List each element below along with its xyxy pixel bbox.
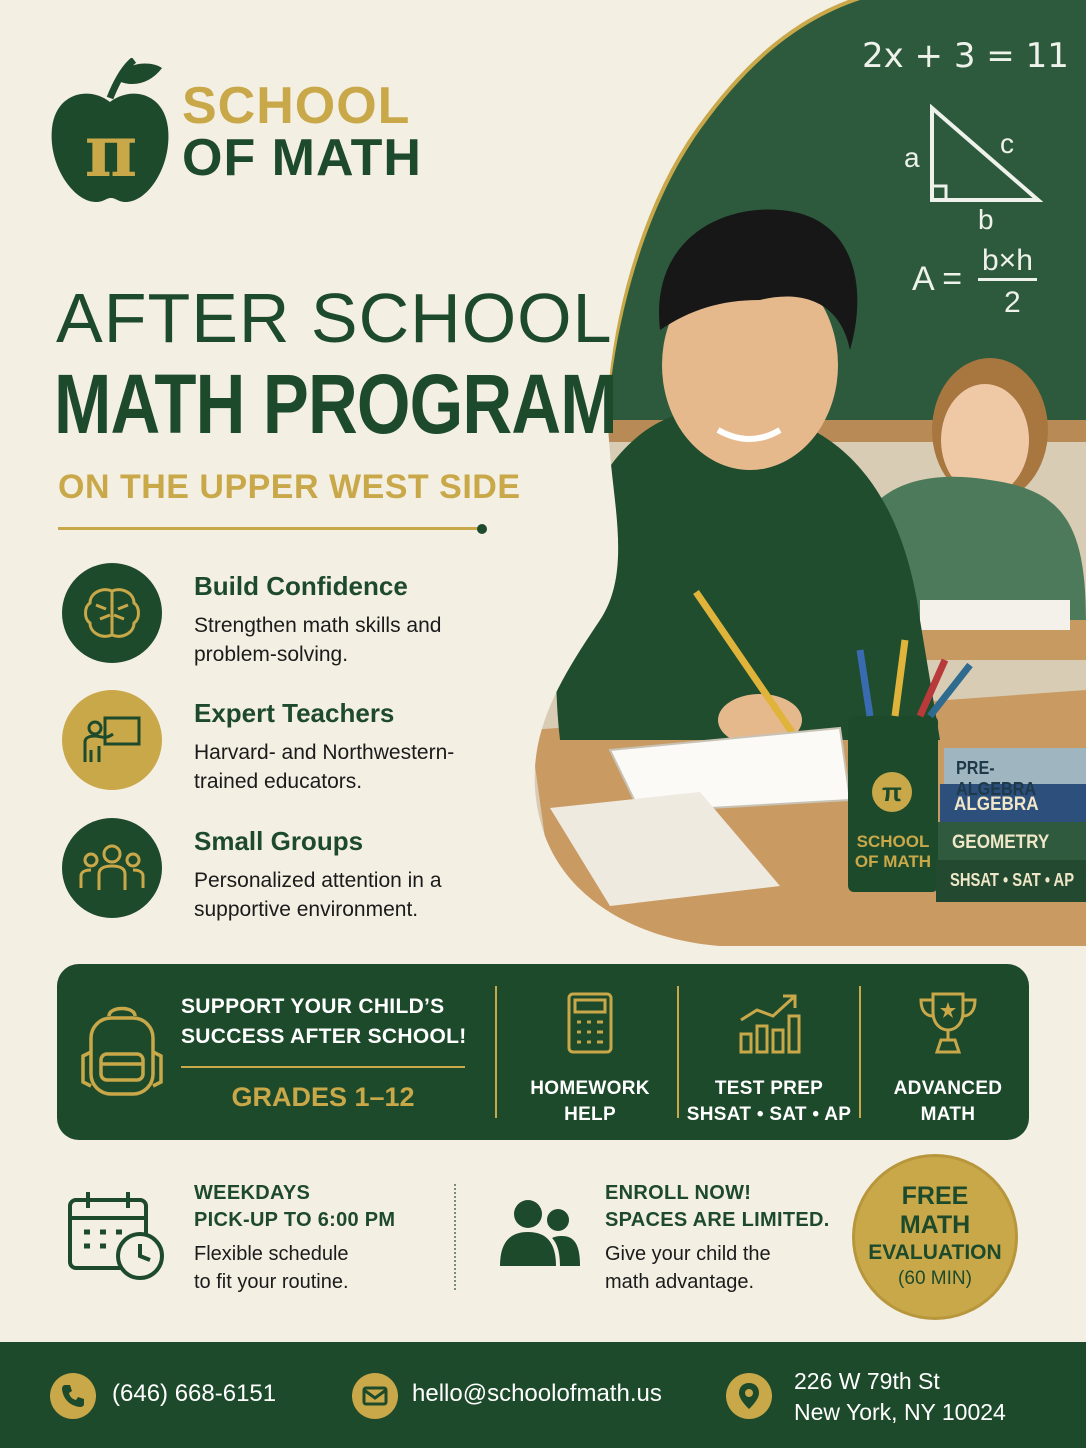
divider-dot — [477, 524, 487, 534]
info-divider — [454, 1184, 456, 1290]
chalk-side-c: c — [1000, 128, 1014, 159]
enroll-title: ENROLL NOW! SPACES ARE LIMITED. — [605, 1182, 830, 1231]
feature-description: Harvard- and Northwestern-trained educators. — [194, 741, 455, 794]
schedule-title: WEEKDAYS PICK-UP TO 6:00 PM — [194, 1182, 396, 1231]
feature-title: Expert Teachers — [194, 698, 395, 728]
feature-title: Small Groups — [194, 826, 364, 856]
pi-symbol: π — [84, 108, 138, 193]
growth-chart-icon — [737, 990, 801, 1056]
teacher-board-icon — [62, 690, 162, 790]
support-text: SUPPORT YOUR CHILD’S SUCCESS AFTER SCHOOL! — [181, 995, 467, 1048]
chalk-area-prefix: A = — [912, 260, 963, 298]
chalk-side-b: b — [978, 204, 994, 235]
group-icon — [62, 818, 162, 918]
cup-text-line2: OF MATH — [854, 852, 932, 871]
logo — [50, 58, 422, 206]
cup-logo-symbol: π — [872, 772, 912, 812]
feature-expert-teachers — [62, 690, 532, 800]
service-homework-help: HOMEWORK HELP — [500, 990, 680, 1128]
trophy-icon — [917, 990, 979, 1056]
backpack-icon — [79, 1002, 165, 1098]
footer — [0, 1342, 1086, 1448]
calculator-icon — [565, 990, 615, 1056]
grades-label: GRADES 1–12 — [231, 1082, 415, 1112]
brand-name-line1: SCHOOL — [182, 77, 411, 135]
phone-link[interactable]: (646) 668-6151 — [112, 1380, 277, 1407]
divider — [58, 527, 482, 530]
service-test-prep: TEST PREP SHSAT • SAT • AP — [679, 990, 859, 1128]
band-divider — [181, 1066, 465, 1068]
phone-icon — [50, 1373, 96, 1419]
feature-title: Build Confidence — [194, 571, 408, 601]
book-pre-algebra: PRE-ALGEBRA — [956, 758, 1037, 799]
enroll-description: Give your child the math advantage. — [605, 1243, 771, 1293]
free-evaluation-badge: FREE MATH EVALUATION (60 MIN) — [852, 1154, 1018, 1320]
chalk-side-a: a — [904, 142, 920, 173]
brain-icon — [62, 563, 162, 663]
chalk-equation: 2x + 3 = 11 — [862, 36, 1069, 76]
feature-description: Personalized attention in a supportive environment. — [194, 869, 442, 922]
cup-text-line1: SCHOOL — [856, 832, 930, 851]
headline-location: ON THE UPPER WEST SIDE — [58, 468, 521, 506]
calendar-clock-icon — [66, 1190, 166, 1282]
service-advanced-math: ADVANCED MATH — [858, 990, 1038, 1128]
feature-description: Strengthen math skills and problem-solving. — [194, 614, 442, 667]
book-geometry: GEOMETRY — [952, 832, 1050, 853]
headline-line1: AFTER SCHOOL — [56, 279, 613, 357]
email-icon — [352, 1373, 398, 1419]
location-pin-icon — [726, 1373, 772, 1419]
book-algebra: ALGEBRA — [954, 794, 1039, 815]
headline-line2: MATH PROGRAM — [54, 357, 617, 451]
parents-icon — [498, 1198, 582, 1268]
email-link[interactable]: hello@schoolofmath.us — [412, 1380, 662, 1407]
feature-build-confidence — [62, 563, 532, 673]
chalk-area-denominator: 2 — [1004, 286, 1021, 319]
chalk-area-numerator: b×h — [978, 244, 1037, 281]
book-test-prep: SHSAT • SAT • AP — [950, 870, 1075, 890]
band-separator — [495, 986, 497, 1118]
apple-logo-icon — [50, 58, 172, 206]
feature-small-groups — [62, 818, 532, 928]
chalk-triangle — [920, 100, 1050, 210]
brand-name-line2: OF MATH — [182, 129, 422, 187]
schedule-description: Flexible schedule to fit your routine. — [194, 1243, 349, 1293]
address[interactable]: 226 W 79th St New York, NY 10024 — [794, 1368, 1006, 1426]
services-band — [57, 964, 1029, 1140]
